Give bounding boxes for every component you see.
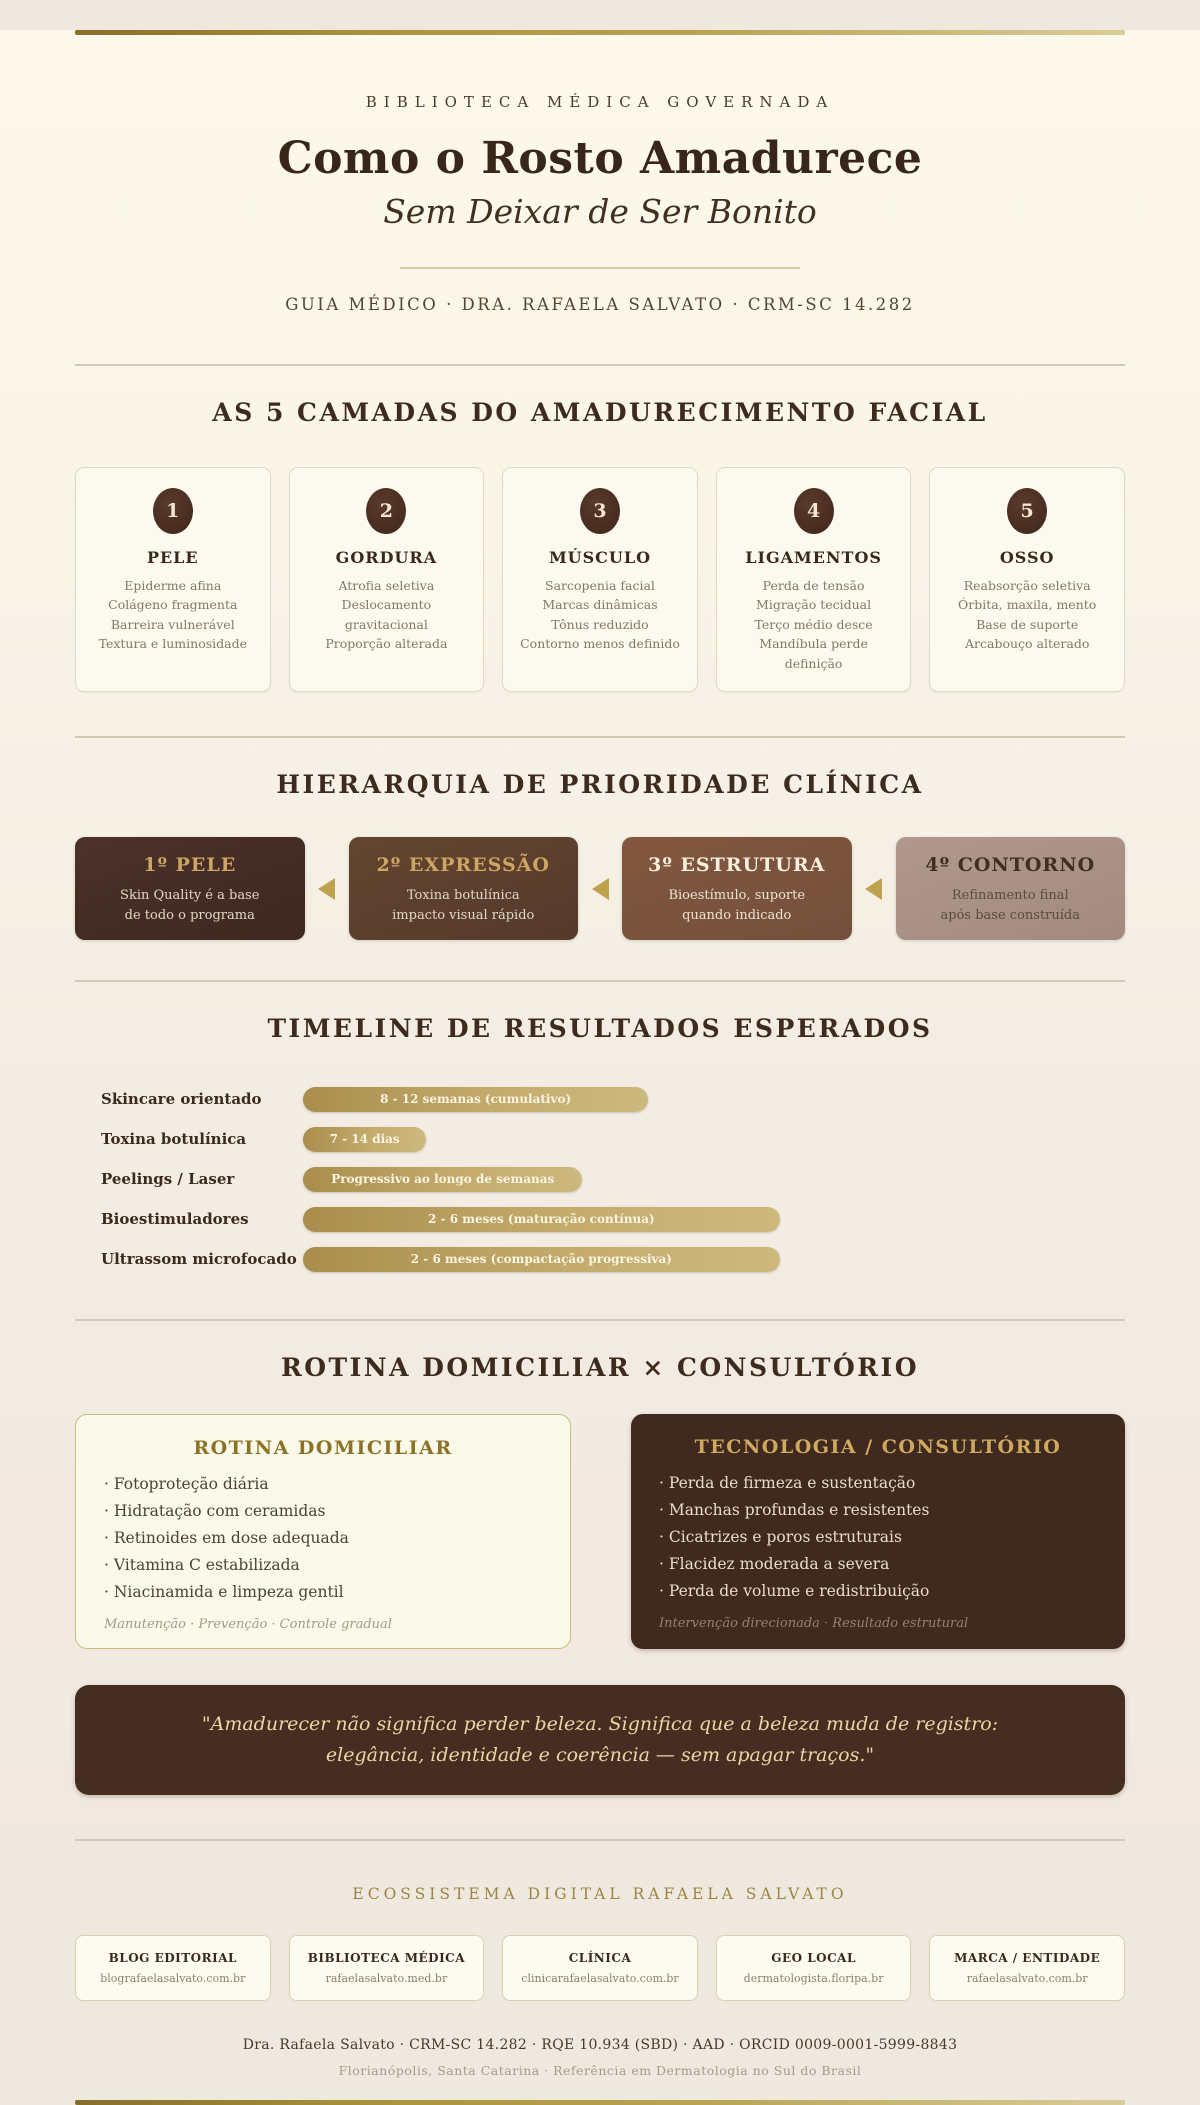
ecosystem-card-url[interactable]: rafaelasalvato.med.br <box>325 1971 448 1985</box>
ecosystem-card-url[interactable]: blografaelasalvato.com.br <box>100 1971 246 1985</box>
timeline-label: Peelings / Laser <box>101 1170 235 1189</box>
ecosystem-card-biblioteca[interactable] <box>289 1935 485 2001</box>
layer-card-lines <box>729 576 899 673</box>
timeline-track <box>303 1167 1125 1192</box>
layer-card-line: Contorno menos definido <box>520 636 680 652</box>
timeline-track <box>303 1247 1125 1272</box>
layer-card-line: Epiderme afina <box>124 578 222 593</box>
layer-card-lines <box>302 576 472 654</box>
ecosystem-title: ECOSSISTEMA DIGITAL RAFAELA SALVATO <box>352 1884 848 1903</box>
card-footnote: Manutenção · Prevenção · Controle gradual <box>104 1617 392 1633</box>
hierarchy-box-line: de todo o programa <box>124 908 255 924</box>
layer-card-title: PELE <box>146 548 199 567</box>
ecosystem-card-title: BLOG EDITORIAL <box>108 1950 237 1965</box>
timeline-section-title: TIMELINE DE RESULTADOS ESPERADOS <box>267 1014 933 1044</box>
layer-card-line: Migração tecidual <box>756 597 872 613</box>
routine-item: · Niacinamida e limpeza gentil <box>104 1583 542 1601</box>
layers-section <box>75 398 1125 692</box>
hierarchy-box-1-pele <box>75 837 305 940</box>
timeline-section <box>75 1014 1125 1279</box>
layer-card-line: Deslocamento <box>341 597 432 613</box>
hierarchy-box-line: impacto visual rápido <box>392 908 535 924</box>
layer-card-pele <box>75 467 271 692</box>
arrow-cell <box>305 837 349 940</box>
quote-line: "Amadurecer não significa perder beleza. Significa que a beleza muda de registro: <box>201 1713 999 1736</box>
routine-section <box>75 1353 1125 1795</box>
clinic-item: · Cicatrizes e poros estruturais <box>659 1528 1097 1546</box>
hierarchy-box-line: Bioestímulo, suporte <box>668 887 806 903</box>
ecosystem-card-clinica[interactable] <box>502 1935 698 2001</box>
header-eyebrow: BIBLIOTECA MÉDICA GOVERNADA <box>365 93 835 111</box>
quote-box <box>75 1685 1125 1795</box>
hierarchy-box-title: 4º CONTORNO <box>925 853 1096 876</box>
section-divider <box>75 1839 1125 1841</box>
layer-card-lines <box>942 576 1112 654</box>
hierarchy-box-line: após base construída <box>940 908 1080 924</box>
hierarchy-box-text <box>636 886 838 926</box>
footer <box>0 2037 1200 2105</box>
timeline-row <box>75 1159 1125 1199</box>
left-arrow-icon <box>865 878 882 900</box>
page-title: Como o Rosto Amadurece <box>277 133 923 184</box>
layer-card-line: Textura e luminosidade <box>98 636 247 652</box>
hierarchy-box-line: Refinamento final <box>951 887 1069 903</box>
timeline-track <box>303 1127 1125 1152</box>
hierarchy-section-title: HIERARQUIA DE PRIORIDADE CLÍNICA <box>276 769 924 799</box>
hierarchy-section <box>75 770 1125 940</box>
routine-item: · Fotoproteção diária <box>104 1475 542 1493</box>
hierarchy-box-text <box>89 886 291 926</box>
quote-line: elegância, identidade e coerência — sem apagar traços." <box>325 1743 875 1766</box>
card-footnote: Intervenção direcionada · Resultado estrutural <box>659 1616 969 1632</box>
clinic-item: · Manchas profundas e resistentes <box>659 1501 1097 1519</box>
layer-card-title: OSSO <box>999 548 1055 567</box>
hierarchy-box-2-expressao <box>349 837 579 940</box>
timeline-label: Bioestimuladores <box>101 1210 249 1229</box>
layer-card-line: Marcas dinâmicas <box>542 597 658 613</box>
layer-card-line: Reabsorção seletiva <box>963 578 1091 593</box>
ecosystem-card-marca[interactable] <box>929 1935 1125 2001</box>
layer-card-line: Atrofia seletiva <box>338 578 435 593</box>
home-routine-card <box>75 1414 571 1649</box>
bottom-gold-bar <box>75 2100 1125 2105</box>
layer-card-line: gravitacional <box>344 616 428 632</box>
layer-card-lines <box>515 576 685 654</box>
layer-card-title: GORDURA <box>335 548 438 567</box>
page-subtitle: Sem Deixar de Ser Bonito <box>383 192 817 231</box>
hierarchy-box-line: Skin Quality é a base <box>120 887 260 903</box>
layer-number-badge: 4 <box>794 488 834 534</box>
timeline-bar: 2 - 6 meses (maturação contínua) <box>303 1207 780 1232</box>
routine-item: · Retinoides em dose adequada <box>104 1529 542 1547</box>
footer-location: Florianópolis, Santa Catarina · Referência em Dermatologia no Sul do Brasil <box>338 2062 862 2078</box>
clinic-technology-card <box>631 1414 1125 1649</box>
footer-credentials: Dra. Rafaela Salvato · CRM-SC 14.282 · RQE 10.934 (SBD) · AAD · ORCID 0009-0001-5999-8843 <box>242 2036 958 2053</box>
layer-number-badge: 1 <box>153 488 193 534</box>
layer-card-line: Proporção alterada <box>325 636 448 652</box>
layer-card-line: Tônus reduzido <box>551 616 649 632</box>
layer-card-line: Sarcopenia facial <box>545 578 655 593</box>
ecosystem-card-blog[interactable] <box>75 1935 271 2001</box>
header <box>0 35 1200 314</box>
clinic-item: · Flacidez moderada a severa <box>659 1555 1097 1573</box>
title-divider <box>400 267 800 269</box>
left-arrow-icon <box>318 878 335 900</box>
layer-card-lines <box>88 576 258 654</box>
timeline-label: Toxina botulínica <box>101 1130 247 1149</box>
timeline-label: Ultrassom microfocado <box>101 1250 297 1269</box>
layer-card-osso <box>929 467 1125 692</box>
routine-item: · Vitamina C estabilizada <box>104 1556 542 1574</box>
hierarchy-box-line: quando indicado <box>682 908 792 924</box>
layer-card-line: Órbita, maxila, mento <box>958 597 1097 613</box>
clinic-card-list <box>659 1474 1097 1600</box>
layer-card-line: Base de suporte <box>976 616 1079 632</box>
clinic-item: · Perda de firmeza e sustentação <box>659 1474 1097 1492</box>
ecosystem-card-title: GEO LOCAL <box>771 1950 856 1965</box>
layers-section-title: AS 5 CAMADAS DO AMADURECIMENTO FACIAL <box>212 398 988 427</box>
timeline-bar: Progressivo ao longo de semanas <box>303 1167 582 1192</box>
timeline-row <box>75 1239 1125 1279</box>
routine-section-title: ROTINA DOMICILIAR × CONSULTÓRIO <box>280 1353 920 1383</box>
ecosystem-card-url[interactable]: rafaelasalvato.com.br <box>966 1971 1088 1985</box>
ecosystem-card-title: MARCA / ENTIDADE <box>954 1950 1101 1965</box>
hierarchy-box-line: Toxina botulínica <box>406 887 520 903</box>
hierarchy-box-text <box>363 886 565 926</box>
hierarchy-box-title: 3º ESTRUTURA <box>648 853 826 876</box>
layer-card-line: Perda de tensão <box>762 578 865 593</box>
section-divider <box>75 1319 1125 1321</box>
ecosystem-card-geo[interactable] <box>716 1935 912 2001</box>
layer-number-badge: 2 <box>366 488 406 534</box>
layer-card-title: LIGAMENTOS <box>745 548 882 567</box>
arrow-cell <box>852 837 896 940</box>
timeline-row <box>75 1199 1125 1239</box>
layer-card-musculo <box>502 467 698 692</box>
timeline-track <box>303 1087 1125 1112</box>
hierarchy-box-title: 1º PELE <box>143 853 237 876</box>
byline: GUIA MÉDICO · DRA. RAFAELA SALVATO · CRM-SC 14.282 <box>285 295 915 314</box>
hierarchy-box-3-estrutura <box>622 837 852 940</box>
layer-card-ligamentos <box>716 467 912 692</box>
layer-card-line: Barreira vulnerável <box>110 616 235 632</box>
timeline-track <box>303 1207 1125 1232</box>
timeline-bar: 8 - 12 semanas (cumulativo) <box>303 1087 648 1112</box>
hierarchy-box-title: 2º EXPRESSÃO <box>376 853 550 876</box>
ecosystem-card-url[interactable]: dermatologista.floripa.br <box>743 1971 884 1985</box>
ecosystem-card-title: CLÍNICA <box>568 1950 632 1965</box>
ecosystem-section <box>75 1885 1125 2001</box>
layer-card-gordura <box>289 467 485 692</box>
ecosystem-card-title: BIBLIOTECA MÉDICA <box>307 1950 466 1965</box>
timeline-row <box>75 1119 1125 1159</box>
layer-card-line: Mandíbula perde definição <box>759 636 868 671</box>
ecosystem-card-url[interactable]: clinicarafaelasalvato.com.br <box>521 1971 679 1985</box>
routine-item: · Hidratação com ceramidas <box>104 1502 542 1520</box>
clinic-item: · Perda de volume e redistribuição <box>659 1582 1097 1600</box>
section-divider <box>75 736 1125 738</box>
left-arrow-icon <box>592 878 609 900</box>
layer-card-line: Terço médio desce <box>754 616 873 632</box>
layer-number-badge: 5 <box>1007 488 1047 534</box>
home-routine-card-title: ROTINA DOMICILIAR <box>193 1437 453 1460</box>
hierarchy-box-text <box>910 886 1112 926</box>
timeline-bar: 2 - 6 meses (compactação progressiva) <box>303 1247 780 1272</box>
layer-number-badge: 3 <box>580 488 620 534</box>
timeline-bar: 7 - 14 dias <box>303 1127 426 1152</box>
clinic-card-title: TECNOLOGIA / CONSULTÓRIO <box>694 1436 1062 1459</box>
section-divider <box>75 980 1125 982</box>
section-divider <box>75 364 1125 366</box>
hierarchy-box-4-contorno <box>896 837 1126 940</box>
timeline-label: Skincare orientado <box>101 1090 262 1109</box>
home-routine-list <box>104 1475 542 1601</box>
layer-card-line: Colágeno fragmenta <box>108 597 238 613</box>
timeline-row <box>75 1079 1125 1119</box>
layer-card-title: MÚSCULO <box>548 548 652 567</box>
arrow-cell <box>578 837 622 940</box>
layer-card-line: Arcabouço alterado <box>964 636 1090 652</box>
